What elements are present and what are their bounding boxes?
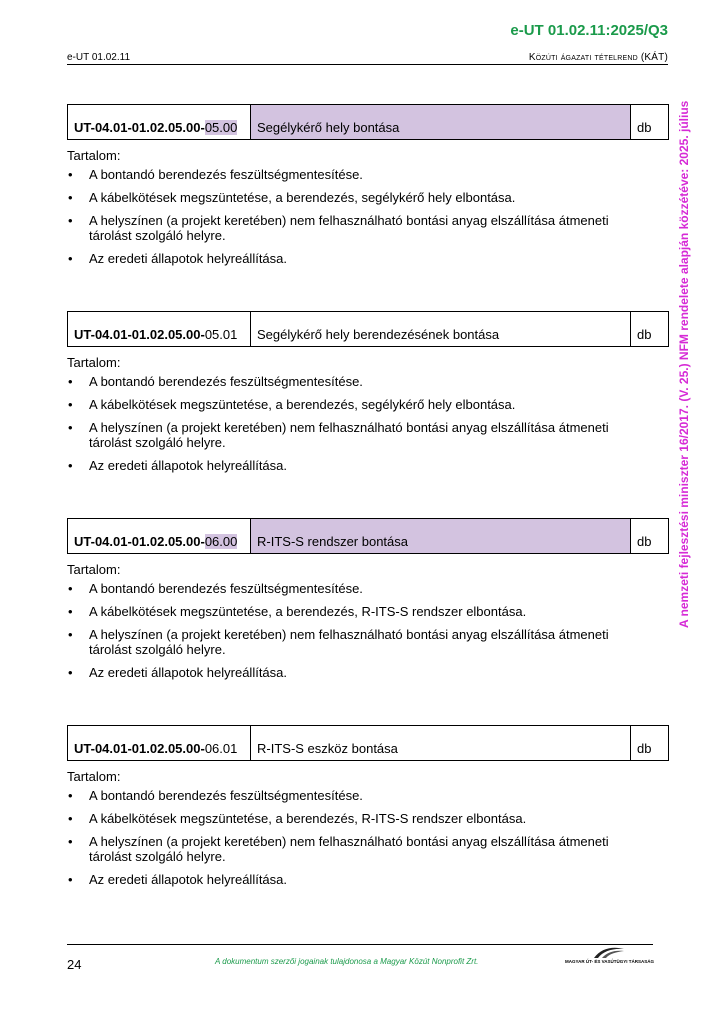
item-title: R-ITS-S rendszer bontása: [251, 519, 631, 553]
item-title: Segélykérő hely berendezésének bontása: [251, 312, 631, 346]
road-swoosh-icon: [593, 946, 625, 959]
item-code: UT-04.01-01.02.05.00- 05.00: [68, 105, 251, 139]
item-code-suffix: 05.00: [204, 120, 238, 135]
item-unit: db: [637, 534, 652, 549]
company-logo: [565, 946, 653, 970]
list-item: • A kábelkötések megszüntetése, a berendezés, segélykérő hely elbontása.: [67, 190, 629, 205]
item-code: UT-04.01-01.02.05.00- 06.01: [68, 726, 251, 760]
item-code: UT-04.01-01.02.05.00- 06.00: [68, 519, 251, 553]
content-label: Tartalom:: [67, 562, 121, 577]
work-item-06-01: [67, 725, 669, 895]
item-title: R-ITS-S eszköz bontása: [251, 726, 631, 760]
list-item: • A helyszínen (a projekt keretében) nem felhasználható bontási anyag elszállítása átmeneti tárolást szolgáló helyre.: [67, 627, 629, 657]
list-item: • A bontandó berendezés feszültségmentesítése.: [67, 374, 629, 389]
item-code-table: [67, 725, 669, 761]
item-unit: db: [637, 741, 652, 756]
list-item: • A kábelkötések megszüntetése, a berendezés, R-ITS-S rendszer elbontása.: [67, 604, 629, 619]
item-code-table: [67, 311, 669, 347]
list-item: • A bontandó berendezés feszültségmentesítése.: [67, 167, 629, 182]
item-code-suffix: 05.01: [204, 327, 238, 342]
header-right: Közúti ágazati tételrend (KÁT): [528, 52, 668, 63]
logo-text: MAGYAR ÚT- ÉS VASÚTÜGYI TÁRSASÁG: [565, 959, 655, 964]
item-unit: db: [637, 327, 652, 342]
content-list: [67, 374, 669, 473]
header-left: e-UT 01.02.11: [67, 52, 131, 63]
item-code: UT-04.01-01.02.05.00- 05.01: [68, 312, 251, 346]
list-item: • Az eredeti állapotok helyreállítása.: [67, 665, 629, 680]
footer-divider: [67, 944, 653, 945]
work-item-05-01: [67, 311, 669, 481]
work-item-05-00: [67, 104, 669, 274]
content-list: [67, 581, 669, 680]
list-item: • A helyszínen (a projekt keretében) nem felhasználható bontási anyag elszállítása átmeneti tárolást szolgáló helyre.: [67, 420, 629, 450]
list-item: • A bontandó berendezés feszültségmentesítése.: [67, 788, 629, 803]
list-item: • A kábelkötések megszüntetése, a berendezés, R-ITS-S rendszer elbontása.: [67, 811, 629, 826]
item-code-table: [67, 104, 669, 140]
list-item: • Az eredeti állapotok helyreállítása.: [67, 872, 629, 887]
list-item: • Az eredeti állapotok helyreállítása.: [67, 458, 629, 473]
copyright-notice: A dokumentum szerzői jogainak tulajdonosa a Magyar Közút Nonprofit Zrt.: [215, 957, 479, 966]
item-code-table: [67, 518, 669, 554]
publication-note: A nemzeti fejlesztési miniszter 16/2017. (V. 25.) NFM rendelete alapján közzétéve: 2025. július: [677, 100, 691, 628]
content-label: Tartalom:: [67, 148, 121, 163]
item-unit: db: [637, 120, 652, 135]
content-label: Tartalom:: [67, 769, 121, 784]
item-title: Segélykérő hely bontása: [251, 105, 631, 139]
content-list: [67, 167, 669, 266]
content-label: Tartalom:: [67, 355, 121, 370]
page-number: 24: [67, 957, 82, 972]
document-id: e-UT 01.02.11:2025/Q3: [510, 22, 668, 39]
list-item: • A kábelkötések megszüntetése, a berendezés, segélykérő hely elbontása.: [67, 397, 629, 412]
list-item: • A bontandó berendezés feszültségmentesítése.: [67, 581, 629, 596]
item-code-suffix: 06.00: [204, 534, 238, 549]
list-item: • Az eredeti állapotok helyreállítása.: [67, 251, 629, 266]
list-item: • A helyszínen (a projekt keretében) nem felhasználható bontási anyag elszállítása átmeneti tárolást szolgáló helyre.: [67, 834, 629, 864]
work-item-06-00: [67, 518, 669, 688]
list-item: • A helyszínen (a projekt keretében) nem felhasználható bontási anyag elszállítása átmeneti tárolást szolgáló helyre.: [67, 213, 629, 243]
content-list: [67, 788, 669, 887]
header-divider: [67, 64, 668, 65]
item-code-suffix: 06.01: [204, 741, 238, 756]
